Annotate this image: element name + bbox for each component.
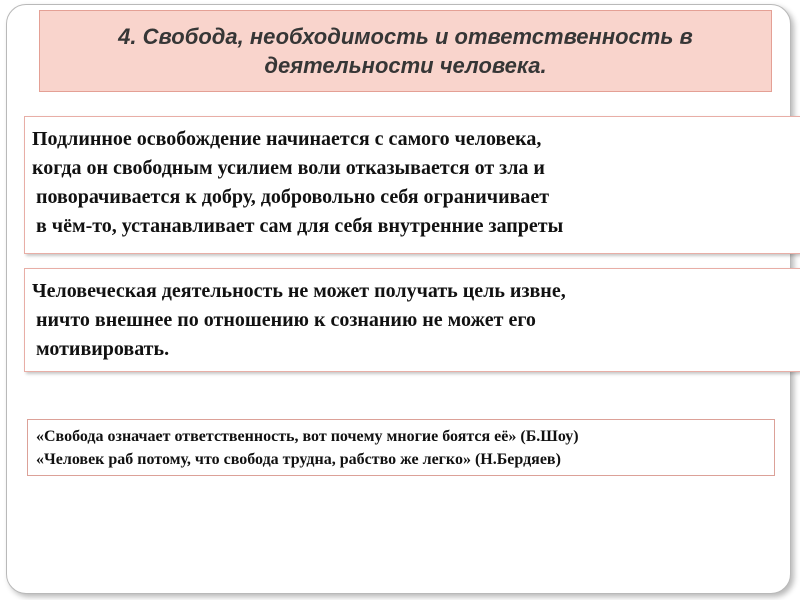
text-line: ничто внешнее по отношению к сознанию не может его [36,309,536,331]
quote-shaw: «Свобода означает ответственность, вот почему многие боятся её» (Б.Шоу) [36,428,579,445]
text-line: Подлинное освобождение начинается с самого человека, [32,128,542,150]
text-line: поворачивается к добру, добровольно себя ограничивает [36,186,550,208]
text-block-activity [24,268,800,372]
title-line-2: деятельности человека. [264,53,547,78]
text-line: мотивировать. [36,338,170,360]
text-line: когда он свободным усилием воли отказывается от зла и [32,157,545,179]
quote-berdyaev: «Человек раб потому, что свобода трудна, рабство же легко» (Н.Бердяев) [36,451,561,468]
text-line: в чём-то, устанавливает сам для себя внутренние запреты [36,215,564,237]
text-line: Человеческая деятельность не может получать цель извне, [32,280,566,302]
quotes-box [27,419,775,476]
title-box [39,10,772,92]
title-line-1: 4. Свобода, необходимость и ответственность в [118,24,693,49]
text-block-liberation [24,116,800,254]
